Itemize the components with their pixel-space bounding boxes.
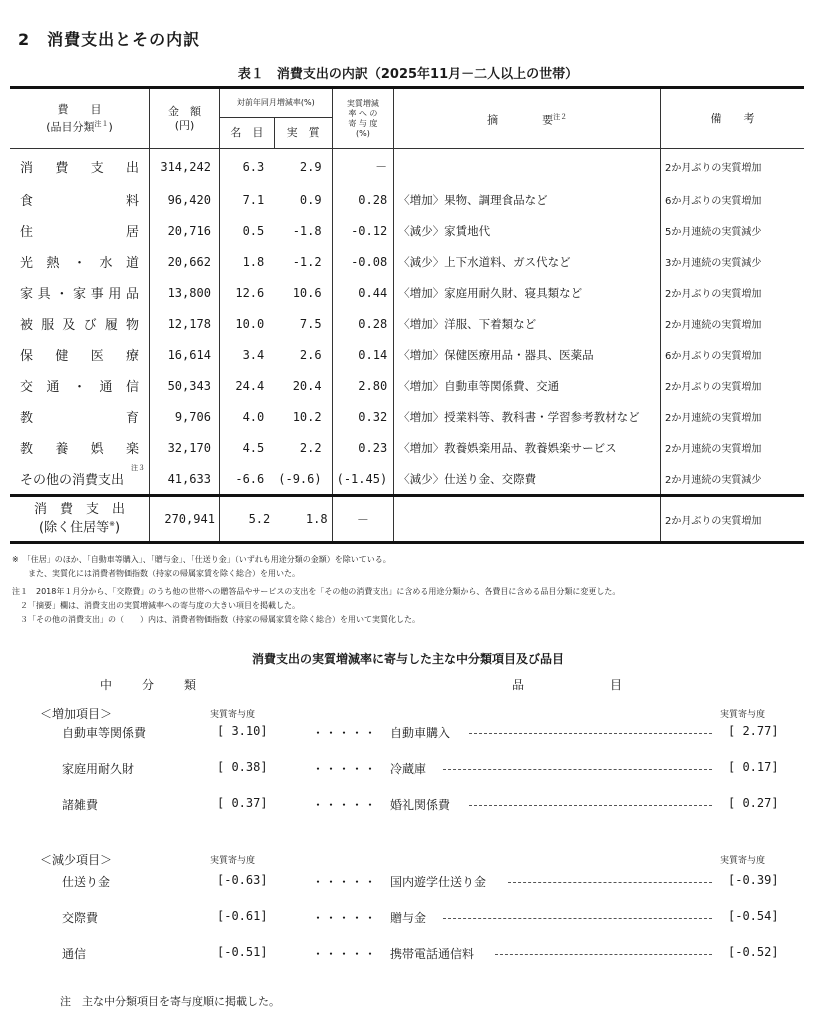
- item-name: 国内遊学仕送り金: [390, 875, 487, 889]
- row-real: -1.8: [292, 223, 322, 238]
- row-contribution: 0.28: [332, 184, 394, 215]
- item-value: [-0.39]: [728, 873, 779, 887]
- row-name: 教育: [20, 411, 140, 426]
- row-contribution: 0.44: [332, 277, 394, 308]
- row-summary: 〈増加〉保健医療用品・器具、医薬品: [394, 339, 661, 370]
- table-row: [10, 246, 804, 277]
- note-line: ２「摘要」欄は、消費支出の実質増減率への寄与度の大きい項目を掲載した。: [12, 601, 300, 610]
- table-row: [10, 370, 804, 401]
- leader-line: [443, 918, 712, 919]
- row-remarks: 2か月連続の実質増加: [661, 401, 804, 432]
- table-row: [10, 184, 804, 215]
- header-real: 実 質: [274, 118, 332, 149]
- mid-category-name: 通信: [62, 947, 87, 961]
- row-amount: 12,178: [150, 308, 220, 339]
- separator-dots: ・・・・・: [312, 875, 378, 889]
- row-nominal: 5.2: [219, 496, 274, 543]
- note-line: また、実質化には消費者物価指数（持家の帰属家賃を除く総合）を用いた。: [12, 569, 300, 578]
- row-amount: 50,343: [150, 370, 220, 401]
- row-contribution: 2.80: [332, 370, 394, 401]
- row-name: 光熱・水道: [20, 256, 140, 271]
- column-item: 品 目: [512, 678, 625, 692]
- row-amount: 314,242: [150, 149, 220, 185]
- header-summary: 摘 要$^{注2}$: [394, 88, 661, 149]
- row-name: 食料: [20, 194, 140, 209]
- row-name: 家具・家事用品: [20, 287, 140, 302]
- item-name: 贈与金: [390, 911, 427, 925]
- row-nominal: 7.1: [219, 184, 274, 215]
- row-remarks: 6か月ぶりの実質増加: [661, 184, 804, 215]
- table-row: [10, 463, 804, 496]
- item-name: 婚礼関係費: [390, 798, 451, 812]
- separator-dots: ・・・・・: [312, 726, 378, 740]
- item-name: 携帯電話通信料: [390, 947, 475, 961]
- row-summary: 〈増加〉果物、調理食品など: [394, 184, 661, 215]
- mid-category-name: 諸雑費: [62, 798, 99, 812]
- row-real: 1.8: [305, 512, 328, 526]
- row-contribution: －: [332, 149, 394, 185]
- expenditure-table: [10, 86, 804, 544]
- row-remarks: 6か月ぶりの実質増加: [661, 339, 804, 370]
- table-row: [10, 149, 804, 185]
- item-value: [-0.52]: [728, 945, 779, 959]
- row-nominal: 6.3: [219, 149, 274, 185]
- row-contribution: 0.14: [332, 339, 394, 370]
- contribution-section-title: 消費支出の実質増減率に寄与した主な中分類項目及び品目: [251, 652, 564, 666]
- separator-dots: ・・・・・: [312, 762, 378, 776]
- item-value: [-0.54]: [728, 909, 779, 923]
- row-remarks: 2か月ぶりの実質増加: [661, 370, 804, 401]
- note-line: ※ 「住居」のほか、「自動車等購入」、「贈与金」、「仕送り金」（いずれも用途分類の金額）を除いている。: [12, 555, 391, 564]
- header-nominal: 名 目: [219, 118, 274, 149]
- table-row: [10, 277, 804, 308]
- row-summary: 〈増加〉自動車等関係費、交通: [394, 370, 661, 401]
- row-name-note: 注３: [131, 464, 146, 472]
- row-nominal: 1.8: [219, 246, 274, 277]
- table-title: 表１ 消費支出の内訳（2025年11月－二人以上の世帯）: [237, 67, 579, 82]
- row-real: 10.2: [292, 409, 322, 424]
- row-amount: 270,941: [150, 496, 220, 543]
- table-row: [10, 215, 804, 246]
- row-real: (-9.6): [278, 471, 322, 486]
- row-summary: 〈増加〉授業料等、教科書・学習参考教材など: [394, 401, 661, 432]
- mid-category-name: 家庭用耐久財: [62, 762, 135, 776]
- row-remarks: 5か月連続の実質減少: [661, 215, 804, 246]
- row-summary: 〈減少〉家賃地代: [394, 215, 661, 246]
- note-line: 注１ 2018年１月分から、「交際費」のうち他の世帯への贈答品やサービスの支出を「その他の消費支出」に含める用途分類から、各費目に含める品目分類に変更した。: [12, 587, 621, 596]
- row-contribution: -0.08: [332, 246, 394, 277]
- contribution-label: 実質寄与度: [210, 856, 256, 866]
- row-real: 7.5: [299, 316, 322, 331]
- row-remarks: 2か月ぶりの実質増加: [661, 277, 804, 308]
- leader-line: [469, 805, 712, 806]
- row-real: 2.6: [299, 347, 322, 362]
- row-amount: 20,662: [150, 246, 220, 277]
- row-real: 20.4: [292, 378, 322, 393]
- row-remarks: 2か月ぶりの実質増加: [661, 149, 804, 185]
- note-line: ３「その他の消費支出」の（ ）内は、消費者物価指数（持家の帰属家賃を除く総合）を用いて実質化した。: [12, 615, 420, 624]
- header-amount: 金 額 (円): [150, 88, 220, 149]
- row-amount: 41,633: [150, 463, 220, 496]
- mid-category-value: [-0.63]: [217, 873, 268, 887]
- row-amount: 9,706: [150, 401, 220, 432]
- row-nominal: 12.6: [219, 277, 274, 308]
- table-row-excluding-housing: [10, 496, 804, 543]
- row-summary: 〈増加〉家庭用耐久財、寝具類など: [394, 277, 661, 308]
- row-amount: 16,614: [150, 339, 220, 370]
- row-name: 交通・通信: [20, 380, 140, 395]
- header-remarks: 備 考: [661, 88, 804, 149]
- mid-category-value: [ 0.37]: [217, 796, 268, 810]
- row-summary: [394, 149, 661, 185]
- table-row: [10, 401, 804, 432]
- mid-category-name: 仕送り金: [62, 875, 111, 889]
- row-contribution: 0.32: [332, 401, 394, 432]
- contribution-footnote: 注 主な中分類項目を寄与度順に掲載した。: [60, 995, 280, 1008]
- row-remarks: 2か月連続の実質増加: [661, 432, 804, 463]
- header-contribution: 実質増減 率 へ の 寄 与 度 (%): [332, 88, 394, 149]
- leader-line: [443, 769, 712, 770]
- leader-line: [495, 954, 712, 955]
- row-contribution: 0.23: [332, 432, 394, 463]
- separator-dots: ・・・・・: [312, 798, 378, 812]
- increase-group-label: ＜増加項目＞: [40, 707, 113, 721]
- item-name: 冷蔵庫: [390, 762, 427, 776]
- separator-dots: ・・・・・: [312, 947, 378, 961]
- row-summary: 〈増加〉洋服、下着類など: [394, 308, 661, 339]
- item-value: [ 0.27]: [728, 796, 779, 810]
- row-amount: 13,800: [150, 277, 220, 308]
- row-contribution: -0.12: [332, 215, 394, 246]
- row-contribution: (-1.45): [332, 463, 394, 496]
- decrease-group-label: ＜減少項目＞: [40, 853, 113, 867]
- row-nominal: 24.4: [219, 370, 274, 401]
- row-nominal: 10.0: [219, 308, 274, 339]
- row-summary: 〈減少〉仕送り金、交際費: [394, 463, 661, 496]
- column-mid-category: 中 分 類: [100, 678, 199, 692]
- row-remarks: 2か月連続の実質減少: [661, 463, 804, 496]
- row-amount: 96,420: [150, 184, 220, 215]
- row-remarks: 3か月連続の実質減少: [661, 246, 804, 277]
- row-name: 教養娯楽: [20, 442, 140, 457]
- contribution-label: 実質寄与度: [210, 710, 256, 720]
- row-real: 0.9: [299, 192, 322, 207]
- row-contribution: －: [332, 496, 394, 543]
- row-nominal: 4.0: [219, 401, 274, 432]
- row-contribution: 0.28: [332, 308, 394, 339]
- row-real: 10.6: [292, 285, 322, 300]
- header-item: 費 目 (品目分類$^{注1}$): [10, 88, 150, 149]
- row-remarks: 2か月ぶりの実質増加: [661, 496, 804, 543]
- row-nominal: 0.5: [219, 215, 274, 246]
- separator-dots: ・・・・・: [312, 911, 378, 925]
- row-amount: 20,716: [150, 215, 220, 246]
- contribution-label: 実質寄与度: [720, 856, 766, 866]
- row-name: 被服及び履物: [20, 318, 140, 333]
- table-row: [10, 339, 804, 370]
- row-summary: [394, 496, 661, 543]
- row-real: -1.2: [292, 254, 322, 269]
- row-real: 2.9: [299, 159, 322, 174]
- mid-category-name: 自動車等関係費: [62, 726, 147, 740]
- mid-category-name: 交際費: [62, 911, 99, 925]
- row-real: 2.2: [299, 440, 322, 455]
- row-nominal: 4.5: [219, 432, 274, 463]
- row-name: 保健医療: [20, 349, 140, 364]
- mid-category-value: [ 0.38]: [217, 760, 268, 774]
- mid-category-value: [ 3.10]: [217, 724, 268, 738]
- row-amount: 32,170: [150, 432, 220, 463]
- mid-category-value: [-0.51]: [217, 945, 268, 959]
- row-name: 消費支出: [20, 161, 140, 176]
- table-row: [10, 432, 804, 463]
- item-value: [ 0.17]: [728, 760, 779, 774]
- item-value: [ 2.77]: [728, 724, 779, 738]
- item-name: 自動車購入: [390, 726, 451, 740]
- section-title: 2 消費支出とその内訳: [18, 30, 201, 49]
- row-name: その他の消費支出 注３: [20, 464, 146, 488]
- row-name: 消 費 支 出 (除く住居等※): [34, 502, 126, 536]
- leader-line: [508, 882, 712, 883]
- row-summary: 〈減少〉上下水道料、ガス代など: [394, 246, 661, 277]
- table-row: [10, 308, 804, 339]
- row-nominal: 3.4: [219, 339, 274, 370]
- mid-category-value: [-0.61]: [217, 909, 268, 923]
- leader-line: [469, 733, 712, 734]
- row-remarks: 2か月連続の実質増加: [661, 308, 804, 339]
- contribution-label: 実質寄与度: [720, 710, 766, 720]
- row-name: 住居: [20, 225, 140, 240]
- row-nominal: -6.6: [219, 463, 274, 496]
- row-summary: 〈増加〉教養娯楽用品、教養娯楽サービス: [394, 432, 661, 463]
- header-yoy: 対前年同月増減率(%): [219, 88, 332, 118]
